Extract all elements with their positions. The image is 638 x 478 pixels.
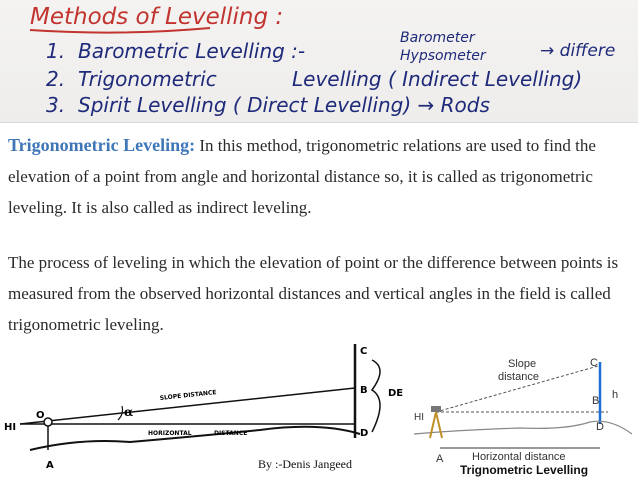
left-horizontal-label: HORIZONTAL — [148, 430, 192, 437]
handwritten-notes-image — [0, 0, 638, 123]
notes-title: Methods of Levelling : — [30, 4, 284, 30]
author-credit: By :-Denis Jangeed — [258, 457, 352, 471]
right-instrument-icon — [431, 406, 441, 412]
paragraph-1-text: In this method, trigonometric relations are used to find the elevation of a point from angle and horizontal distance so, it is called as trigonometric leveling. It is also called as indirect leveling. — [8, 136, 596, 217]
notes-line2-num: 2. — [46, 67, 66, 91]
right-caption: Trignometric Levelling — [460, 463, 589, 477]
left-diagram — [4, 344, 403, 471]
right-tripod-leg-1 — [430, 412, 436, 438]
left-label-alpha: α — [124, 405, 134, 419]
notes-line1-arrow: → differe — [540, 41, 616, 61]
right-slope-label-1: Slope — [508, 358, 537, 370]
left-distance-label: DISTANCE — [214, 430, 248, 437]
heading-trigonometric-leveling: Trigonometric Leveling: — [8, 135, 196, 155]
right-horizontal-label: Horizontal distance — [472, 451, 566, 463]
right-tripod-leg-2 — [436, 412, 442, 438]
handwritten-notes-drawing — [0, 0, 638, 122]
left-label-hi: HI — [4, 422, 17, 433]
right-label-a: A — [436, 453, 444, 465]
right-label-b: B — [592, 395, 600, 407]
notes-line1-num: 1. — [46, 39, 66, 63]
notes-line1-branch-a: Barometer — [400, 30, 475, 46]
notes-line3-text: Spirit Levelling ( Direct Levelling) → Rods — [78, 93, 490, 117]
left-ground-profile — [30, 427, 360, 450]
notes-line2-text: Trigonometric — [78, 67, 217, 91]
right-diagram — [414, 357, 632, 477]
left-label-b: B — [360, 385, 368, 396]
right-label-h: h — [612, 389, 619, 401]
left-instrument-icon — [44, 418, 52, 426]
notes-line1-text: Barometric Levelling :- — [78, 39, 306, 63]
notes-line3-num: 3. — [46, 93, 66, 117]
notes-line2-text-b: Levelling ( Indirect Levelling) — [292, 67, 583, 91]
left-label-c: C — [360, 346, 368, 357]
right-label-d: D — [596, 421, 604, 433]
paragraph-trigonometric-definition — [8, 130, 632, 223]
paragraph-process-description: The process of leveling in which the elevation of point or the difference between points is measured from the observed horizontal distances and vertical angles in the field is called trigonometric leveling. — [8, 253, 619, 334]
left-slope-label: SLOPE DISTANCE — [159, 389, 217, 402]
left-label-a: A — [46, 460, 54, 471]
right-slope-label-2: distance — [498, 371, 539, 383]
left-label-o: O — [36, 410, 45, 421]
left-label-d: D — [360, 428, 369, 439]
left-label-de: DE — [388, 388, 404, 399]
right-label-hi: HI — [414, 412, 424, 423]
left-de-brace — [372, 360, 380, 432]
notes-line1-branch-b: Hypsometer — [400, 48, 486, 64]
right-label-c: C — [590, 357, 598, 369]
